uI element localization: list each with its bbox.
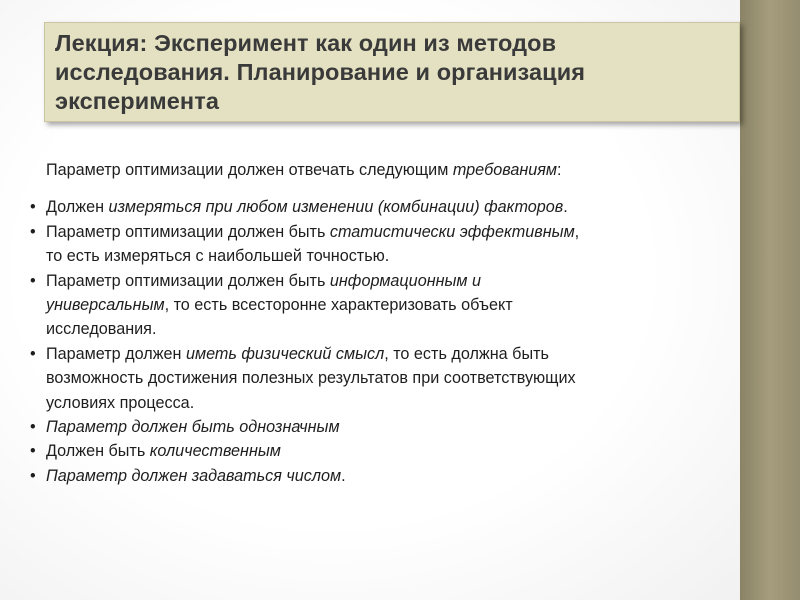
item-text: , [574,222,580,241]
bullet: • [30,442,36,461]
item-emphasis: измеряться при любом изменении (комбинации) факторов [108,198,564,217]
item-emphasis: количественным [149,442,281,461]
bullet: • [30,344,36,363]
item-emphasis: статистически эффективным [329,222,575,241]
item-text: условиях процесса. [46,393,195,412]
requirements-list [28,195,728,488]
item-emphasis: Параметр должен задаваться числом [46,466,342,485]
intro-text-end: : [557,161,562,179]
intro-text [28,158,728,182]
intro-text-main: Параметр оптимизации должен отвечать следующим [46,161,453,179]
list-item [28,220,728,269]
item-text: Параметр должен [46,344,186,363]
slide-title: Лекция: Эксперимент как один из методов исследования. Планирование и организация эксперимента [55,30,586,114]
item-text: Должен [46,198,109,217]
list-item [28,415,728,439]
item-emphasis: информационным и [329,271,482,290]
item-text: , то есть должна быть [384,344,549,363]
decorative-sidebar [740,0,800,600]
item-emphasis: иметь физический смысл [185,344,385,363]
bullet: • [30,271,36,290]
item-text: , то есть всесторонне характеризовать объект [164,296,513,315]
slide-content [28,158,728,488]
item-text: Параметр оптимизации должен быть [46,222,330,241]
list-item [28,464,728,488]
item-text: исследования. [46,320,157,339]
item-text: . [563,198,568,217]
item-text: Должен быть [46,442,150,461]
item-emphasis: Параметр должен быть однозначным [46,418,340,437]
item-text: Параметр оптимизации должен быть [46,271,330,290]
list-item [28,195,728,219]
item-text: . [341,466,346,485]
list-item [28,269,728,342]
title-box [44,22,740,122]
bullet: • [30,466,36,485]
bullet: • [30,222,36,241]
intro-text-emphasis: требованиям [452,161,558,179]
list-item [28,342,728,415]
bullet: • [30,418,36,437]
item-text: возможность достижения полезных результатов при соответствующих [46,369,576,388]
bullet: • [30,198,36,217]
list-item [28,439,728,463]
item-text: то есть измеряться с наибольшей точностью. [46,247,390,266]
item-emphasis: универсальным [46,296,165,315]
